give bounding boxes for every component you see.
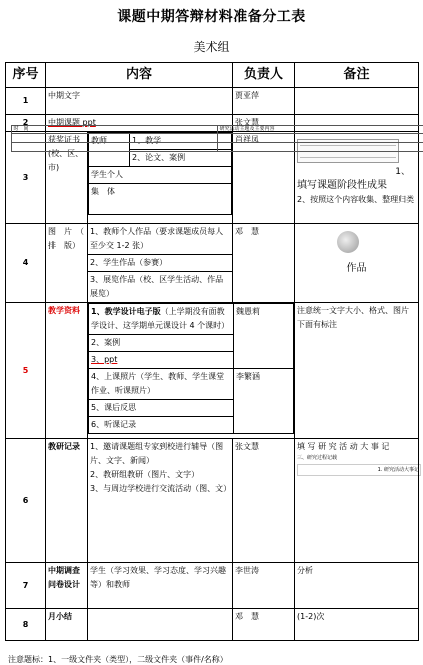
row-owner: 邓 慧 — [233, 609, 295, 641]
subcell-item: 4、上课照片（学生、教师、学生课堂作业、听课照片） — [89, 369, 234, 400]
subcell-item: 2、论文、案例 — [130, 150, 232, 167]
row-category: 教学资料 — [46, 303, 88, 439]
row-number: 7 — [6, 563, 46, 609]
subcell-item-head: 1、教学设计电子版 — [91, 307, 161, 316]
teaching-subtable — [88, 303, 294, 434]
row-number: 5 — [6, 303, 46, 439]
mini-col-topic: 研究活动主题及主要内容 — [217, 125, 423, 133]
note-sub: 三、研究过程记载 — [297, 455, 338, 461]
page-title: 课题中期答辩材料准备分工表 — [117, 9, 306, 25]
table-row — [6, 563, 419, 609]
table-row — [6, 88, 419, 115]
row-note: 注意统一文字大小、格式、图片下面有标注 — [295, 303, 419, 439]
row-number: 3 — [6, 132, 46, 224]
subcell-item: 1、教学 — [130, 133, 232, 150]
note-title: 填写课题阶段性成果 — [297, 180, 388, 191]
content-item: 1、教师个人作品（要求课题成员每人至少交 1-2 张） — [88, 224, 232, 255]
content-item: 3、与周边学校进行交流活动（图、文） — [90, 484, 232, 493]
header-row — [6, 63, 419, 88]
subcell-owner: 魏愚莉 — [234, 304, 294, 369]
mini-col-time: 时 间 — [11, 125, 217, 133]
row-owner: 贾亚萍 — [233, 88, 295, 115]
row-content — [88, 439, 233, 563]
subcell-item-text: 3、ppt — [91, 355, 118, 364]
row-number: 8 — [6, 609, 46, 641]
row-content: 中期文字 — [46, 88, 233, 115]
row-content — [88, 303, 295, 439]
row-content — [88, 224, 233, 303]
row-note — [295, 88, 419, 115]
row-category: 月小结 — [46, 609, 88, 641]
subcell-item — [89, 304, 234, 335]
table-row — [6, 609, 419, 641]
row-category: 获奖证书(校、区、市) — [46, 132, 88, 224]
row-owner: 张文慧 — [233, 115, 295, 132]
subcell-student: 学生个人 — [89, 167, 232, 184]
header-content: 内容 — [46, 63, 233, 88]
content-item: 2、教研组教研（图片、文字） — [90, 470, 200, 479]
table-row — [6, 224, 419, 303]
row-category: 图 片 （ 排 版） — [46, 224, 88, 303]
row-category: 教研记录 — [46, 439, 88, 563]
row-number: 2 — [6, 115, 46, 132]
row-category: 中期调查问卷设计 — [46, 563, 88, 609]
row-note: 分析 — [295, 563, 419, 609]
subcell-owner: 李繁涵 — [234, 369, 294, 434]
subcell-group: 集 体 — [89, 184, 232, 215]
table-row — [6, 439, 419, 563]
subcell-item: 5、课后反思 — [89, 400, 234, 417]
page-subtitle: 美术组 — [193, 40, 230, 54]
note-text: 2、按照这个内容收集、整理归类 — [297, 195, 415, 204]
subcell-teacher: 教师 — [89, 133, 130, 167]
subcell-item-rest: （上学期没有面教学设计、这学期单元课设计 4 个课时） — [91, 307, 230, 330]
note-text: 填 写 研 究 活 动 大 事 记 — [297, 442, 390, 451]
subcell-item: 6、听课记录 — [89, 417, 234, 434]
row-note: (1-2)次 — [295, 609, 419, 641]
content-item: 1、邀请课题组专家到校进行辅导（图片、文字、新闻） — [90, 442, 224, 465]
content-item: 2、学生作品（参赛） — [88, 255, 232, 272]
row-owner: 邓 慧 — [233, 224, 295, 303]
assignment-table — [5, 62, 419, 641]
note-text: 作品 — [346, 263, 367, 274]
row-content — [88, 609, 233, 641]
artwork-thumbnail-image — [337, 231, 359, 253]
row-owner: 肖祥凤 — [233, 132, 295, 224]
subcell-item — [89, 352, 234, 369]
row-content-text: 中期课题 ppt — [48, 118, 96, 127]
row-content: 学生（学习效果、学习态度、学习兴趣等）和教师 — [88, 563, 233, 609]
row-note — [295, 224, 419, 303]
content-item: 3、展览作品（校、区学生活动、作品展览） — [90, 275, 224, 298]
header-note: 备注 — [295, 63, 419, 88]
table-row — [6, 303, 419, 439]
subcell-item: 2、案例 — [89, 335, 234, 352]
header-index: 序号 — [6, 63, 46, 88]
footer-note: 注意题标：1、一级文件夹（类型），二级文件夹（事件/名称） — [8, 655, 228, 664]
header-owner: 负责人 — [233, 63, 295, 88]
mini-table-title: 1. 研究活动大事记 — [377, 467, 420, 473]
row-number: 6 — [6, 439, 46, 563]
row-number: 4 — [6, 224, 46, 303]
row-owner: 李世涛 — [233, 563, 295, 609]
row-number: 1 — [6, 88, 46, 115]
row-owner: 张文慧 — [233, 439, 295, 563]
note-number: 1、 — [395, 167, 411, 177]
